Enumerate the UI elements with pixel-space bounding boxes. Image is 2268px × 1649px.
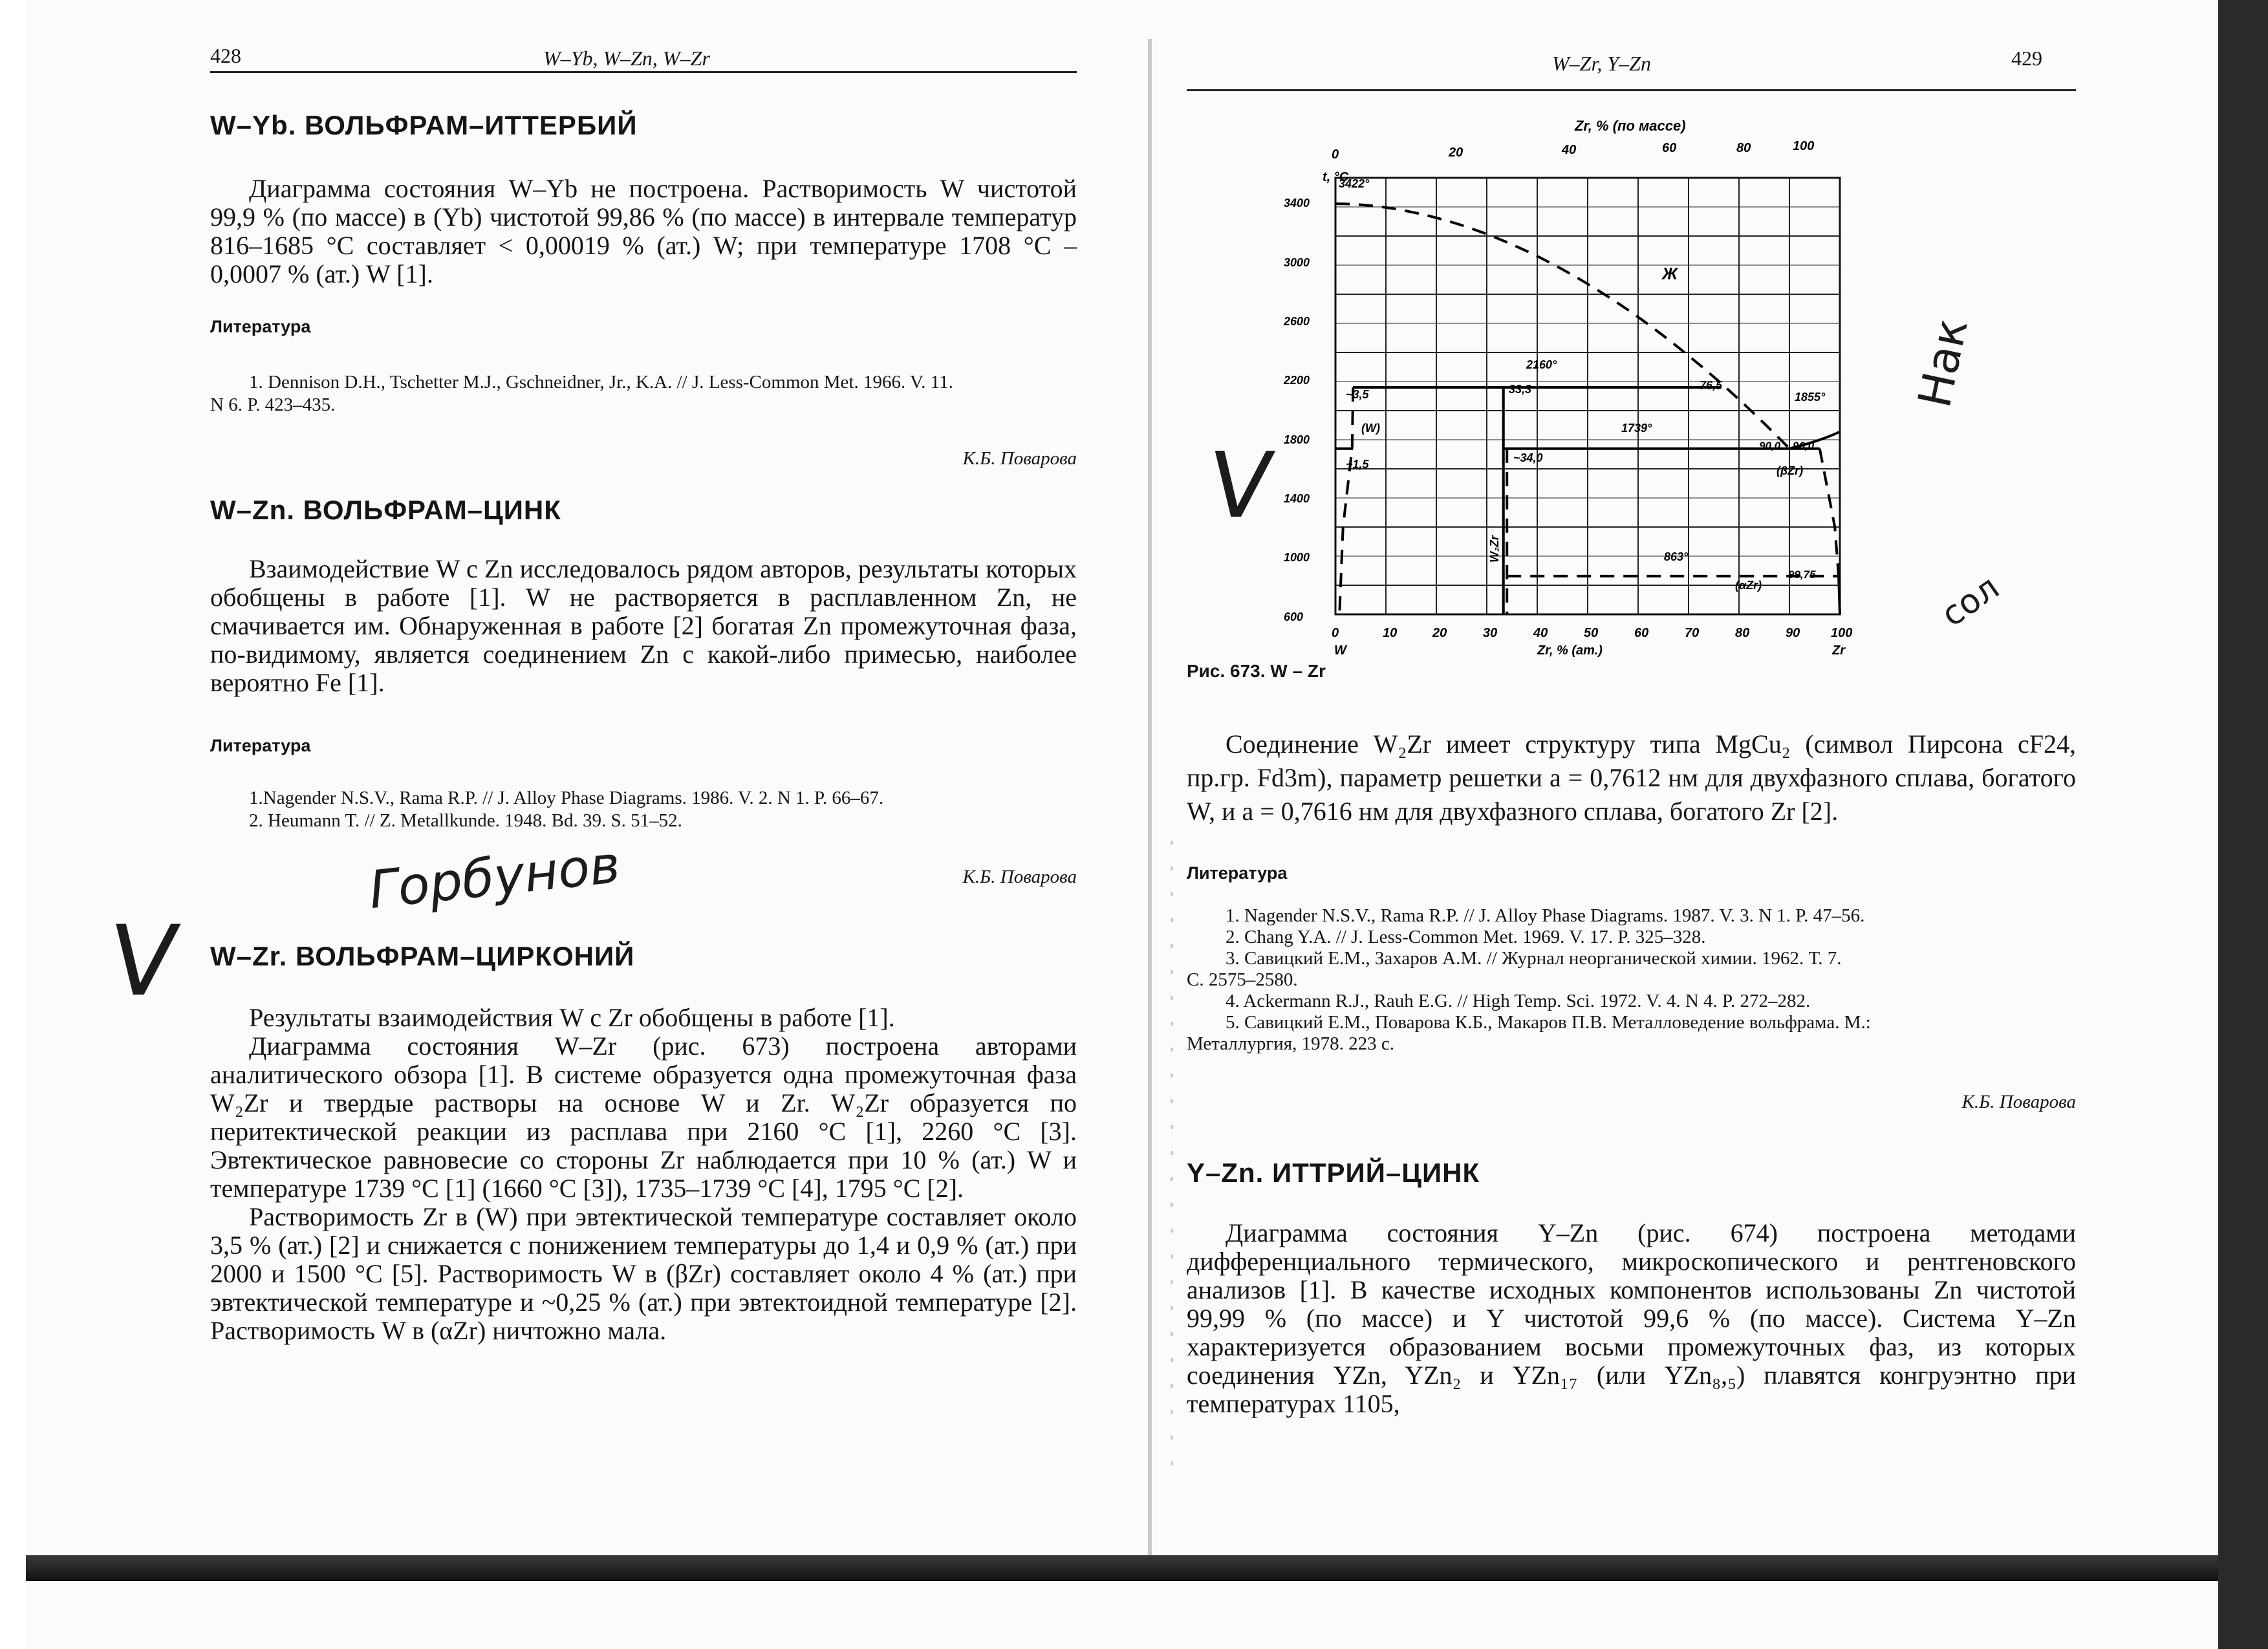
compound-structure-text: Соединение W₂Zr имеет структуру типа MgCu₂ (символ Пирсона cF24, пр.гр. Fd3m), параметр решетки a = 0,7612 нм для двухфазного сплава, богатого W, и a = 0,7616 нм для двухфазного сплава, богатого Zr [2]. xyxy=(1187,729,2076,826)
page-number: 429 xyxy=(2011,47,2042,70)
header-rule xyxy=(210,71,1077,73)
x-tick: 30 xyxy=(1483,626,1498,640)
top-axis-label: Zr, % (по массе) xyxy=(1575,118,1686,134)
reference-item: 4. Ackermann R.J., Rauh E.G. // High Temp. Sci. 1972. V. 4. N 4. P. 272–282. xyxy=(1226,991,1811,1011)
label-alpha-zr: (αZr) xyxy=(1735,579,1762,592)
label-eutectic-temp: 1739° xyxy=(1621,422,1652,435)
label-compound: W₂Zr xyxy=(1488,535,1501,563)
reference-item: 1. Nagender N.S.V., Rama R.P. // J. Alloy Phase Diagrams. 1987. V. 3. N 1. P. 47–56. xyxy=(1226,905,1865,926)
label-beta-zr: (βZr) xyxy=(1777,464,1804,477)
label-w-phase: (W) xyxy=(1361,422,1380,435)
x-tick: 90 xyxy=(1786,626,1800,640)
x-tick: 80 xyxy=(1735,626,1750,640)
section-title-y-zn: Y–Zn. ИТТРИЙ–ЦИНК xyxy=(1187,1158,1480,1188)
literature-label: Литература xyxy=(210,317,311,336)
y-tick: 1800 xyxy=(1284,433,1310,446)
author-signature: К.Б. Поварова xyxy=(962,448,1077,469)
reference-item: 3. Савицкий Е.М., Захаров А.М. // Журнал неорганической химии. 1962. Т. 7. xyxy=(1226,948,1842,969)
handwritten-margin-note: сол xyxy=(1934,568,2007,635)
label-compound-comp: ~34,0 xyxy=(1513,451,1543,464)
literature-label: Литература xyxy=(1187,863,1288,883)
reference-item: 2. Heumann T. // Z. Metallkunde. 1948. Bd. 39. S. 51–52. xyxy=(249,810,682,831)
chart-grid xyxy=(1335,178,1840,614)
phase-diagram-w-zr xyxy=(1284,97,1898,660)
y-axis-label: t, °C xyxy=(1323,170,1349,184)
section-title-w-zn: W–Zn. ВОЛЬФРАМ–ЦИНК xyxy=(210,495,561,525)
gutter-shadow xyxy=(1171,841,1173,1487)
reference-item: 5. Савицкий Е.М., Поварова К.Б., Макаров П.В. Металловедение вольфрама. М.: xyxy=(1226,1012,1871,1033)
label-eutectic-comp: 90,0 xyxy=(1759,440,1781,452)
figure-caption: Рис. 673. W – Zr xyxy=(1187,661,1326,681)
section-text-w-yb: Диаграмма состояния W–Yb не построена. Растворимость W чистотой 99,9 % (по массе) в (Yb) чистотой 99,86 % (по массе) в интервале температур 816–1685 °С составляет < 0,00019 % (ат.) W; при температуре 1708 °С – 0,0007 % (ат.) W [1]. xyxy=(210,174,1077,288)
book-gutter xyxy=(1148,39,1152,1578)
handwritten-check-mark: V xyxy=(102,905,184,1018)
y-tick: 1400 xyxy=(1284,492,1310,505)
section-text-w-zn: Взаимодействие W с Zn исследовалось рядом авторов, результаты которых обобщены в работе [1]. W не растворяется в расплавленном Zn, не смачивается им. Обнаруженная в работе [2] богатая Zn промежуточная фаза, по-видимому, является соединением Zn с какой-либо примесью, наиболее вероятно Fe [1]. xyxy=(210,554,1077,697)
x-tick: 70 xyxy=(1685,626,1700,640)
top-tick: 80 xyxy=(1736,141,1751,155)
y-tick: 2200 xyxy=(1284,374,1310,387)
top-tick: 20 xyxy=(1449,146,1463,160)
x-tick: 0 xyxy=(1332,626,1339,640)
x-tick: 40 xyxy=(1533,626,1548,640)
right-page xyxy=(1187,0,2079,1552)
y-tick: 600 xyxy=(1284,610,1304,623)
x-tick: 20 xyxy=(1432,626,1447,640)
label-liquid: Ж xyxy=(1662,264,1678,283)
scan-right-edge xyxy=(2218,0,2268,1649)
header-rule xyxy=(1187,89,2076,91)
label-eutectoid-temp: 863° xyxy=(1664,550,1689,563)
reference-item: 2. Chang Y.A. // J. Less-Common Met. 1969. V. 17. P. 325–328. xyxy=(1226,927,1706,947)
handwritten-name: Горбунов xyxy=(366,834,623,921)
x-tick: 50 xyxy=(1584,626,1599,640)
label-beta-zr-comp: 96,0 xyxy=(1793,440,1815,452)
section-text-y-zn: Диаграмма состояния Y–Zn (рис. 674) построена методами дифференциального термического, микроскопического и рентгеновского анализов [1]. В качестве исходных компонентов использованы Zn чистотой 99,99 % (по массе) и Y чистотой 99,6 % (по массе). Система Y–Zn характеризуется образованием восьми промежуточных фаз, из которых соединения YZn, YZn₂ и YZn₁₇ (или YZn₈,₅) плавятся конгруэнтно при температурах 1105, xyxy=(1187,1218,2076,1418)
reference-item: N 6. P. 423–435. xyxy=(210,394,336,415)
y-tick: 1000 xyxy=(1284,551,1310,564)
page-number: 428 xyxy=(210,44,241,67)
author-signature: К.Б. Поварова xyxy=(962,867,1077,887)
y-tick: 2600 xyxy=(1284,315,1310,328)
x-end-label-zr: Zr xyxy=(1832,643,1845,658)
top-tick: 100 xyxy=(1793,139,1815,153)
section-text-w-zr: Результаты взаимодействия W с Zr обобщены в работе [1]. xyxy=(249,1003,895,1032)
x-tick: 60 xyxy=(1634,626,1649,640)
reference-item: С. 2575–2580. xyxy=(1187,969,1298,990)
label-peritectic-comp: 33,3 xyxy=(1509,383,1532,396)
section-title-w-zr: W–Zr. ВОЛЬФРАМ–ЦИРКОНИЙ xyxy=(210,941,635,971)
reference-item: Металлургия, 1978. 223 с. xyxy=(1187,1033,1394,1054)
w-solvus-line xyxy=(1339,387,1353,614)
alpha-zr-line xyxy=(1839,576,1840,614)
top-tick: 0 xyxy=(1332,147,1339,162)
label-liquid-comp: 76,5 xyxy=(1700,379,1723,392)
x-tick: 100 xyxy=(1831,626,1853,640)
running-head: W–Yb, W–Zn, W–Zr xyxy=(543,47,710,70)
x-end-label-w: W xyxy=(1334,643,1346,658)
reference-item: 1.Nagender N.S.V., Rama R.P. // J. Alloy Phase Diagrams. 1986. V. 2. N 1. P. 66–67. xyxy=(249,788,884,808)
label-w-solvus-2: ~1,5 xyxy=(1346,458,1369,471)
label-zr-melting: 1855° xyxy=(1795,391,1826,404)
handwritten-check-mark: V xyxy=(1202,433,1279,539)
section-text-w-zr-diagram: Диаграмма состояния W–Zr (рис. 673) построена авторами аналитического обзора [1]. В системе образуется одна промежуточная фаза W₂Zr и твердые растворы на основе W и Zr. W₂Zr образуется по перитектической реакции из расплава при 2160 °С [1], 2260 °С [3]. Эвтектическое равновесие со стороны Zr наблюдается при 10 % (ат.) W и температуре 1739 °С [1] (1660 °С [3]), 1735–1739 °С [4], 1795 °С [2]. xyxy=(210,1031,1077,1203)
section-text-w-zr-solubility: Растворимость Zr в (W) при эвтектической температуре составляет около 3,5 % (ат.) [2] и снижается с понижением температуры до 1,4 и 0,9 % (ат.) при 2000 и 1500 °С [5]. Растворимость W в (βZr) составляет около 4 % (ат.) при эвтектической температуре и ~0,25 % (ат.) при эвтектоидной температуре [2]. Растворимость W в (αZr) ничтожно мала. xyxy=(210,1202,1077,1345)
top-tick: 60 xyxy=(1662,141,1677,155)
left-page xyxy=(200,0,1077,1552)
label-melting-w: 3422° xyxy=(1339,177,1370,190)
label-peritectic-temp: 2160° xyxy=(1526,358,1557,371)
literature-label: Литература xyxy=(210,736,311,755)
x-axis-label: Zr, % (ат.) xyxy=(1537,643,1603,658)
liquidus-line xyxy=(1335,204,1789,449)
beta-zr-solvus xyxy=(1820,449,1839,576)
x-tick: 10 xyxy=(1383,626,1398,640)
running-head: W–Zr, Y–Zn xyxy=(1552,52,1651,75)
author-signature: К.Б. Поварова xyxy=(1961,1092,2076,1112)
handwritten-margin-note: Нак xyxy=(1908,314,1978,413)
label-alpha-zr-comp: 99,75 xyxy=(1788,568,1816,581)
reference-item: 1. Dennison D.H., Tschetter M.J., Gschneidner, Jr., K.A. // J. Less-Common Met. 1966. V. 11. xyxy=(249,372,953,393)
label-w-solvus-1: ~3,5 xyxy=(1346,388,1369,401)
y-tick: 3400 xyxy=(1284,197,1310,210)
section-title-w-yb: W–Yb. ВОЛЬФРАМ–ИТТЕРБИЙ xyxy=(210,110,638,140)
y-tick: 3000 xyxy=(1284,256,1310,269)
top-tick: 40 xyxy=(1562,143,1577,157)
scan-bottom-edge xyxy=(26,1555,2268,1581)
